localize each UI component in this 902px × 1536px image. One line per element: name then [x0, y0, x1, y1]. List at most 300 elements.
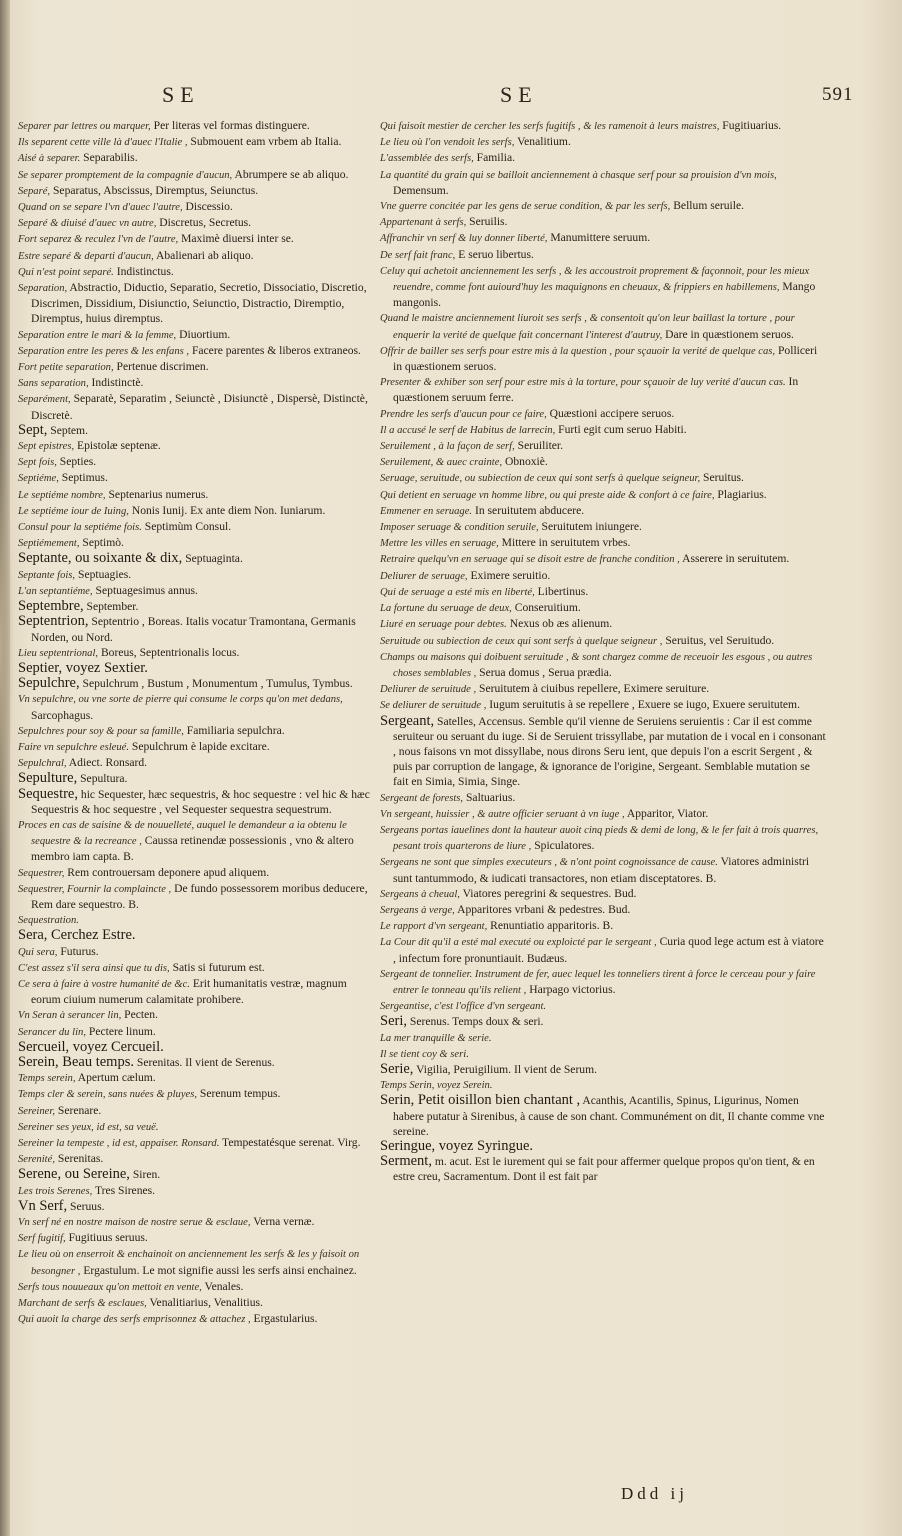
entry-latin-gloss: Vigilia, Peruigilium. Il vient de Serum. [413, 1062, 598, 1076]
entry-french-term: Sercueil, voyez Cercueil. [18, 1038, 164, 1055]
entry-french-term: Sera, Cerchez Estre. [18, 927, 136, 944]
entry-latin-gloss: In seruitutem abducere. [472, 503, 585, 517]
entry-french-term: Sergeans ne sont que simples executeurs , & n'ont point cognoissance de cause. [380, 857, 718, 869]
dictionary-entry [18, 976, 374, 1007]
entry-latin-gloss: Mittere in seruitutem vrbes. [498, 536, 631, 550]
entry-latin-gloss: Discretus, Secretus. [156, 216, 252, 230]
entry-latin-gloss: Siren. [129, 1168, 161, 1182]
entry-french-term: Fort petite separation, [18, 362, 114, 374]
entry-latin-gloss: Abalienari ab aliquo. [153, 248, 254, 262]
entry-latin-gloss: Libertinus. [534, 584, 589, 598]
entry-latin-gloss: Manumittere seruum. [547, 231, 651, 245]
entry-french-term: Sequestrer, Fournir la complaincte , [18, 883, 172, 895]
entry-latin-gloss: Septenarius numerus. [105, 487, 209, 501]
dictionary-entry [18, 691, 374, 722]
dictionary-entry [380, 584, 828, 600]
dictionary-entry [380, 1139, 828, 1154]
entry-french-term: L'an septantiéme, [18, 585, 93, 597]
entry-french-term: Fort separez & reculez l'vn de l'autre, [18, 234, 179, 246]
entry-latin-gloss: Serenare. [54, 1103, 102, 1117]
entry-latin-gloss: Dare in quæstionem seruos. [662, 327, 794, 341]
entry-french-term: Sept epistres, [18, 441, 75, 453]
entry-latin-gloss: Acanthis, Acantilis, Spinus, Ligurinus, Nomen habere putatur à Sirenibus, à cause de son chant. Communément on dit, Il chante comme vne sereine. [393, 1094, 825, 1138]
dictionary-entry [18, 134, 374, 150]
entry-latin-gloss: Obnoxiè. [502, 455, 548, 469]
entry-french-term: Serene, ou Sereine, [18, 1166, 130, 1183]
entry-french-term: Septembre, [18, 598, 84, 615]
dictionary-entry [380, 902, 828, 918]
dictionary-entry [18, 661, 374, 676]
dictionary-entry [18, 1246, 374, 1278]
entry-french-term: Le lieu où l'on vendoit les serfs, [380, 137, 515, 149]
dictionary-entry [18, 118, 374, 134]
entry-french-term: Vne guerre concitée par les gens de serue condition, & par les serfs, [380, 201, 671, 213]
entry-french-term: Sept fois, [18, 457, 57, 469]
entry-french-term: Prendre les serfs d'aucun pour ce faire, [380, 408, 547, 420]
entry-latin-gloss: Boreus, Septentrionalis locus. [98, 645, 240, 659]
entry-latin-gloss: Indistinctus. [113, 264, 174, 278]
entry-french-term: Sequestrer, [18, 867, 65, 879]
entry-french-term: Temps Serin, voyez Serein. [380, 1080, 493, 1092]
entry-french-term: Estre separé & departi d'aucun, [18, 250, 154, 262]
entry-latin-gloss: Facere parentes & liberos extraneos. [189, 343, 361, 357]
entry-latin-gloss: Demensum. [393, 183, 449, 197]
entry-french-term: Aisé à separer. [18, 153, 81, 165]
dictionary-entry [18, 1024, 374, 1040]
entry-french-term: Sereiner la tempeste , id est, appaiser. Ronsard. [18, 1138, 220, 1149]
entry-latin-gloss: Conseruitium. [511, 601, 581, 615]
entry-french-term: Seruilement, & auec crainte, [380, 457, 503, 469]
dictionary-entry [18, 1070, 374, 1086]
entry-french-term: Se deliurer de seruitude , [380, 700, 487, 712]
entry-french-term: Deliurer de seruage, [380, 570, 468, 582]
entry-latin-gloss: Tres Sirenes. [92, 1183, 156, 1197]
dictionary-entry [18, 723, 374, 739]
entry-french-term: La Cour dit qu'il a esté mal executé ou exploicté par le sergeant , [380, 937, 657, 949]
dictionary-entry [18, 567, 374, 583]
dictionary-entry [18, 676, 374, 691]
entry-latin-gloss: Sepulchrum è lapide excitare. [129, 739, 270, 753]
entry-latin-gloss: Per literas vel formas distinguere. [150, 119, 310, 132]
entry-french-term: Qui detient en seruage vn homme libre, ou qui preste aide & confort à ce faire, [380, 489, 715, 501]
entry-french-term: Septier, voyez Sextier. [18, 659, 148, 676]
dictionary-entry [18, 1086, 374, 1102]
dictionary-entry [380, 247, 828, 263]
entry-french-term: Vn sepulchre, ou vne sorte de pierre qui consume le corps qu'on met dedans, [18, 694, 343, 706]
running-head-left: SE [162, 82, 200, 107]
entry-latin-gloss: Venalitiarius, Venalitius. [146, 1296, 263, 1310]
entry-latin-gloss: Seruitus. [700, 471, 744, 485]
dictionary-entry [380, 118, 828, 134]
entry-french-term: Sergeans portas iauelines dont la hauteur auoit cinq pieds & demi de long, & le fer fait à trois quarres, pesant trois quarterons de liure , [380, 824, 819, 853]
entry-latin-gloss: Serenitas. [54, 1152, 104, 1166]
entry-french-term: Septiéme, [18, 473, 59, 485]
dictionary-entry [380, 1154, 828, 1184]
dictionary-entry [380, 422, 828, 438]
dictionary-entry [18, 1151, 374, 1167]
dictionary-entry [18, 264, 374, 280]
entry-latin-gloss: Apparitor, Viator. [624, 806, 709, 820]
running-head-right: SE [500, 82, 538, 107]
entry-latin-gloss: Renuntiatio apparitoris. B. [487, 919, 614, 933]
dictionary-entry [380, 1046, 828, 1062]
dictionary-entry [380, 633, 828, 649]
page-number: 591 [822, 84, 854, 105]
entry-latin-gloss: Saltuarius. [463, 790, 516, 804]
dictionary-entry [18, 960, 374, 976]
dictionary-entry [380, 374, 828, 405]
dictionary-entry [380, 438, 828, 454]
dictionary-entry [18, 645, 374, 661]
entry-latin-gloss: Familiaria sepulchra. [183, 723, 285, 737]
entry-latin-gloss: Septies. [56, 455, 97, 469]
dictionary-entry [380, 1014, 828, 1029]
entry-latin-gloss: Bellum seruile. [670, 199, 745, 213]
dictionary-entry [380, 649, 828, 681]
entry-french-term: Vn serf né en nostre maison de nostre serue & esclaue, [18, 1217, 251, 1229]
dictionary-entry [18, 280, 374, 327]
entry-latin-gloss: Viatores peregrini & sequestres. Bud. [459, 886, 637, 900]
dictionary-entry [18, 1103, 374, 1119]
entry-french-term: Separation, [18, 283, 68, 295]
entry-french-term: Separément, [18, 394, 71, 406]
entry-latin-gloss: Curia quod lege actum est à viatore , infectum fore pronuntiauit. Budæus. [393, 935, 824, 965]
entry-latin-gloss: Nonis Iunij. Ex ante diem Non. Iuniarum. [128, 503, 326, 517]
dictionary-entry [380, 263, 828, 311]
entry-french-term: Le lieu où on enserroit & enchainoit on anciennement les serfs & les y faisoit on besongner , [18, 1249, 360, 1277]
entry-latin-gloss: Seruilis. [466, 215, 508, 229]
entry-latin-gloss: Seruus. [67, 1199, 105, 1213]
dictionary-entry [18, 150, 374, 166]
dictionary-entry [18, 503, 374, 519]
entry-latin-gloss: Separabilis. [80, 151, 138, 165]
entry-french-term: Sepulchres pour soy & pour sa famille, [18, 725, 184, 737]
entry-latin-gloss: Separatus, Abscissus, Diremptus, Seiunctus. [50, 183, 259, 197]
dictionary-entry [18, 1040, 374, 1055]
dictionary-entry [18, 487, 374, 503]
entry-latin-gloss: Septimus. [58, 471, 108, 485]
entry-latin-gloss: Furti egit cum seruo Habiti. [555, 422, 687, 436]
entry-latin-gloss: Satelles, Accensus. Semble qu'il vienne de Seruiens seruientis : Car il est comme seruiteur ou seruant du iuge. Si de Seruient trissyllabe, par mutation de i vocal en i consonant , nous faisons vn mot dissyllabe, nous dirons Seru ient, que depuis l'on a escrit Sergent , & puis par corruption de langage, & ignorance de l'origine, Sergeant. Semblable mutation se fait en Simia, Simia, Singe. [393, 714, 826, 789]
entry-latin-gloss: Septuagies. [75, 567, 132, 581]
entry-latin-gloss: Seruiliter. [514, 439, 564, 453]
dictionary-entry [18, 787, 374, 817]
dictionary-entry [380, 568, 828, 584]
entry-french-term: Separé, [18, 185, 51, 197]
entry-french-term: Mettre les villes en seruage, [380, 538, 499, 550]
entry-latin-gloss: Tempestatésque serenat. Virg. [219, 1136, 361, 1149]
dictionary-entry [18, 438, 374, 454]
entry-french-term: Serein, Beau temps. [18, 1053, 134, 1070]
entry-latin-gloss: Fugitiuarius. [719, 119, 782, 132]
entry-french-term: Sepulchral, [18, 758, 67, 770]
entry-french-term: Septentrion, [18, 613, 89, 630]
entry-latin-gloss: Iugum seruitutis à se repellere , Exuere se iugo, Exuere seruitutem. [486, 698, 800, 712]
entry-french-term: Le septiéme iour de Iuing, [18, 505, 129, 517]
entry-french-term: Appartenant à serfs, [380, 217, 467, 229]
entry-latin-gloss: Venalitium. [514, 135, 571, 149]
dictionary-entry [18, 343, 374, 359]
entry-french-term: Sereiner ses yeux, id est, sa veuë. [18, 1121, 159, 1133]
dictionary-entry [18, 199, 374, 215]
margin-stain [0, 440, 14, 860]
entry-latin-gloss: Apparitores vrbani & pedestres. Bud. [454, 902, 631, 916]
entry-latin-gloss: Verna vernæ. [250, 1215, 315, 1229]
entry-french-term: Sept, [18, 421, 48, 438]
entry-french-term: Vn Seran à serancer lin, [18, 1010, 122, 1022]
dictionary-entry [380, 167, 828, 198]
dictionary-entry [380, 998, 828, 1014]
entry-french-term: Septante, ou soixante & dix, [18, 550, 183, 567]
dictionary-entry [18, 519, 374, 535]
entry-latin-gloss: Serenitas. Il vient de Serenus. [133, 1055, 275, 1069]
dictionary-entry [380, 551, 828, 567]
dictionary-entry [380, 1030, 828, 1046]
entry-french-term: Seri, [380, 1013, 407, 1030]
entry-french-term: Sepulchre, [18, 675, 80, 692]
entry-french-term: Sergeantise, c'est l'office d'vn sergeant. [380, 1001, 547, 1013]
entry-french-term: Serenité, [18, 1154, 55, 1166]
dictionary-entry [18, 215, 374, 231]
dictionary-entry [18, 944, 374, 960]
entry-latin-gloss: Serenus. Temps doux & seri. [406, 1015, 544, 1029]
entry-french-term: Serment, [380, 1153, 432, 1170]
dictionary-entry [380, 1093, 828, 1139]
dictionary-entry [18, 454, 374, 470]
entry-latin-gloss: Abstractio, Diductio, Separatio, Secretio, Dissociatio, Discretio, Discrimen, Dissidium, Disiunctio, Seiunctio, Distractio, Diremptio, Diremptus, huius diremptus. [31, 281, 367, 326]
dictionary-entry [380, 310, 828, 342]
dictionary-entry [18, 1311, 374, 1327]
dictionary-entry [380, 697, 828, 713]
entry-latin-gloss: Erit humanitatis vestræ, magnum eorum ciuium numerum calamitate prohibere. [31, 976, 347, 1007]
entry-french-term: Separation entre le mari & la femme, [18, 329, 177, 341]
dictionary-entry [380, 134, 828, 150]
entry-french-term: Separer par lettres ou marquer, [18, 121, 151, 132]
entry-french-term: Qui faisoit mestier de cercher les serfs fugitifs , & les ramenoit à leurs maistres, [380, 121, 720, 132]
dictionary-entry [380, 886, 828, 902]
dictionary-entry [380, 214, 828, 230]
entry-french-term: Separation entre les peres & les enfans , [18, 345, 190, 357]
dictionary-entry [380, 503, 828, 519]
entry-latin-gloss: Separatè, Separatim , Seiunctè , Disiunctè , Dispersè, Distinctè, Discretè. [31, 392, 368, 422]
dictionary-entry [380, 854, 828, 885]
entry-french-term: La mer tranquille & serie. [380, 1032, 492, 1044]
dictionary-entry [380, 406, 828, 422]
entry-latin-gloss: Adiect. Ronsard. [66, 756, 148, 770]
dictionary-entry [18, 1119, 374, 1135]
signature-mark: Ddd ij [621, 1484, 688, 1503]
entry-french-term: Sergeant de tonnelier. Instrument de fer, auec lequel les tonneliers tirent à force le cerceau pour y faire entrer le tonneau qu'ils relient , [380, 968, 816, 996]
dictionary-entry [18, 391, 374, 422]
dictionary-entry [18, 583, 374, 599]
entry-french-term: Affranchir vn serf & luy donner liberté, [380, 233, 548, 245]
entry-latin-gloss: Pecten. [121, 1008, 158, 1022]
dictionary-entry [18, 1167, 374, 1182]
entry-french-term: Sepulture, [18, 770, 78, 787]
entry-latin-gloss: Caussa retinendæ possessionis , vno & altero membro iam capta. B. [31, 834, 354, 864]
entry-latin-gloss: Septentrio , Boreas. Italis vocatur Tramontana, Germanis Norden, ou Nord. [31, 615, 356, 644]
entry-latin-gloss: Sepulchrum , Bustum , Monumentum , Tumulus, Tymbus. [79, 677, 353, 691]
entry-latin-gloss: hic Sequester, hæc sequestris, & hoc sequestre : vel hic & hæc Sequestris & hoc sequestre , vel Sequester sequestra sequestrum. [31, 787, 370, 816]
entry-french-term: Champs ou maisons qui doibuent seruitude , & sont chargez comme de receuoir les esgous , ou autres choses semblables , [380, 651, 813, 679]
entry-latin-gloss: Septuaginta. [182, 552, 243, 566]
dictionary-entry [18, 183, 374, 199]
dictionary-entry [380, 918, 828, 934]
entry-french-term: Sergeant, [380, 712, 435, 729]
entry-french-term: Faire vn sepulchre esleué. [18, 741, 129, 753]
entry-french-term: Seringue, voyez Syringue. [380, 1138, 534, 1154]
entry-french-term: Serf fugitif, [18, 1233, 66, 1245]
entry-french-term: Quand le maistre anciennement liuroit ses serfs , & consentoit qu'on leur baillast la torture , pour enquerir la verité de quelque fait concernant l'interest d'autruy, [380, 313, 795, 341]
entry-latin-gloss: Plagiarius. [714, 487, 767, 501]
entry-french-term: De serf fait franc, [380, 249, 456, 261]
entry-latin-gloss: m. acut. Est le iurement qui se fait pour affermer quelque propos qu'on tient, & en estre creu, Sacramentum. Dont il est fait par [393, 1155, 815, 1184]
entry-latin-gloss: Polliceri in quæstionem seruos. [393, 343, 818, 374]
entry-latin-gloss: Ergastulum. Le mot signifie aussi les serfs ainsi enchainez. [80, 1263, 357, 1277]
entry-french-term: Il se tient coy & seri. [380, 1048, 469, 1060]
entry-latin-gloss: Venales. [201, 1279, 244, 1293]
dictionary-entry [18, 423, 374, 438]
dictionary-entry [380, 934, 828, 965]
dictionary-entry [18, 771, 374, 786]
dictionary-entry [18, 248, 374, 264]
entry-latin-gloss: Epistolæ septenæ. [74, 439, 161, 453]
entry-french-term: Serie, [380, 1060, 414, 1077]
entry-latin-gloss: Harpago victorius. [526, 982, 616, 996]
entry-latin-gloss: Septimò. [79, 536, 124, 550]
dictionary-entry [18, 599, 374, 614]
entry-latin-gloss: Satis si futurum est. [169, 960, 265, 974]
entry-french-term: Separé & diuisé d'auec vn autre, [18, 218, 157, 230]
entry-french-term: Quand on se separe l'vn d'auec l'autre, [18, 202, 183, 214]
entry-latin-gloss: E seruo libertus. [455, 247, 534, 261]
entry-french-term: Deliurer de seruitude , [380, 684, 477, 696]
entry-latin-gloss: Septem. [47, 423, 88, 437]
entry-latin-gloss: Abrumpere se ab aliquo. [232, 167, 349, 181]
dictionary-entry [18, 912, 374, 928]
entry-french-term: Qui de seruage a esté mis en liberté, [380, 586, 535, 598]
entry-french-term: Vn Serf, [18, 1197, 68, 1214]
entry-french-term: Lieu septentrional, [18, 647, 99, 659]
dictionary-entry [380, 1062, 828, 1077]
entry-french-term: La fortune du seruage de deux, [380, 603, 512, 615]
entry-french-term: Emmener en seruage. [380, 505, 473, 517]
entry-french-term: Vn sergeant, huissier , & autre officier seruant à vn iuge , [380, 808, 625, 820]
dictionary-entry [18, 739, 374, 755]
entry-latin-gloss: Mango mangonis. [393, 280, 816, 310]
entry-latin-gloss: Sepultura. [77, 772, 128, 786]
dictionary-entry [380, 822, 828, 854]
dictionary-entry [18, 231, 374, 247]
dictionary-entry [380, 519, 828, 535]
entry-latin-gloss: In quæstionem seruum ferre. [393, 375, 799, 405]
entry-french-term: Le septiéme nombre, [18, 489, 106, 501]
entry-french-term: Sequestre, [18, 785, 78, 802]
entry-french-term: Qui auoit la charge des serfs emprisonnez & attachez , [18, 1314, 251, 1326]
entry-french-term: L'assemblée des serfs, [380, 153, 474, 165]
dictionary-entry [380, 150, 828, 166]
entry-french-term: Serancer du lin, [18, 1026, 86, 1038]
entry-french-term: Il a accusé le serf de Habitus de larrecin, [380, 424, 556, 436]
entry-latin-gloss: Ergastularius. [250, 1312, 318, 1326]
dictionary-entry [380, 470, 828, 486]
entry-french-term: Ils separent cette ville là d'auec l'Italie , [18, 137, 188, 149]
entry-french-term: C'est assez s'il sera ainsi que tu dis, [18, 962, 170, 974]
entry-latin-gloss: September. [83, 600, 139, 614]
entry-french-term: Temps serein, [18, 1073, 76, 1085]
entry-french-term: Sergeant de forests, [380, 792, 464, 804]
entry-french-term: Se separer promptement de la compagnie d'aucun, [18, 169, 233, 181]
entry-french-term: Septante fois, [18, 569, 76, 581]
dictionary-entry [18, 167, 374, 183]
entry-latin-gloss: Maximè diuersi inter se. [178, 232, 294, 246]
entry-latin-gloss: Septuagesimus annus. [92, 583, 198, 597]
entry-latin-gloss: Serua domus , Serua prædia. [476, 665, 612, 679]
dictionary-entry [380, 535, 828, 551]
entry-french-term: Retraire quelqu'vn en seruage qui se disoit estre de franche condition , [380, 554, 680, 566]
entry-latin-gloss: Quæstioni accipere seruos. [546, 406, 675, 420]
dictionary-entry [18, 551, 374, 566]
dictionary-entry [380, 454, 828, 470]
dictionary-entry [380, 600, 828, 616]
dictionary-entry [18, 865, 374, 881]
entry-french-term: Ce sera à faire à vostre humanité de &c. [18, 978, 190, 990]
dictionary-entry [18, 1279, 374, 1295]
entry-latin-gloss: Discessio. [182, 200, 233, 214]
dictionary-entry [18, 1007, 374, 1023]
dictionary-entry [18, 327, 374, 343]
dictionary-entry [18, 1135, 374, 1151]
entry-latin-gloss: Serenum tempus. [197, 1087, 281, 1101]
right-column [380, 118, 828, 1185]
entry-latin-gloss: Seruitutem à ciuibus repellere, Eximere seruiture. [476, 682, 710, 696]
dictionary-entry [380, 681, 828, 697]
dictionary-entry [18, 881, 374, 912]
entry-french-term: Sereiner, [18, 1105, 55, 1117]
dictionary-entry [18, 1183, 374, 1199]
dictionary-entry [18, 375, 374, 391]
dictionary-entry [380, 343, 828, 374]
dictionary-entry [18, 359, 374, 375]
entry-latin-gloss: Seruitus, vel Seruitudo. [662, 633, 775, 647]
dictionary-entry [18, 817, 374, 865]
entry-latin-gloss: Familia. [473, 151, 515, 165]
entry-french-term: Sequestration. [18, 915, 79, 927]
entry-latin-gloss: Diuortium. [176, 327, 231, 341]
entry-french-term: Qui n'est point separé. [18, 266, 114, 278]
entry-french-term: Seruage, seruitude, ou subiection de ceux qui sont serfs à quelque seigneur, [380, 473, 701, 485]
entry-latin-gloss: Submouent eam vrbem ab Italia. [187, 135, 342, 149]
entry-french-term: Proces en cas de saisine & de nouuelleté, auquel le demandeur a ia obtenu le sequestre & la recreance , [18, 819, 347, 848]
entry-french-term: Qui sera, [18, 946, 58, 958]
entry-latin-gloss: Indistinctè. [88, 376, 144, 390]
entry-french-term: Offrir de bailler ses serfs pour estre mis à la question , pour sçauoir la verité de quelque cas, [380, 345, 776, 357]
entry-latin-gloss: Sarcophagus. [31, 708, 94, 722]
dictionary-entry [380, 487, 828, 503]
entry-latin-gloss: Seruitutem iniungere. [538, 520, 642, 534]
entry-latin-gloss: Septimùm Consul. [141, 520, 232, 534]
entry-latin-gloss: Viatores administri sunt tantummodo, & iudicati transactores, non etiam disceptatores. B. [393, 855, 810, 885]
entry-french-term: Les trois Serenes, [18, 1185, 93, 1197]
dictionary-entry [18, 1214, 374, 1230]
entry-french-term: Serin, Petit oisillon bien chantant , [380, 1092, 581, 1109]
dictionary-entry [380, 230, 828, 246]
entry-french-term: Sergeans à verge, [380, 904, 455, 916]
entry-french-term: La quantité du grain qui se bailloit anciennement à chasque serf pour sa prouision d'vn mois, [380, 169, 777, 181]
entry-french-term: Consul pour la septiéme fois. [18, 522, 142, 534]
entry-french-term: Temps cler & serein, sans nuées & pluyes, [18, 1089, 197, 1101]
dictionary-entry [18, 928, 374, 943]
